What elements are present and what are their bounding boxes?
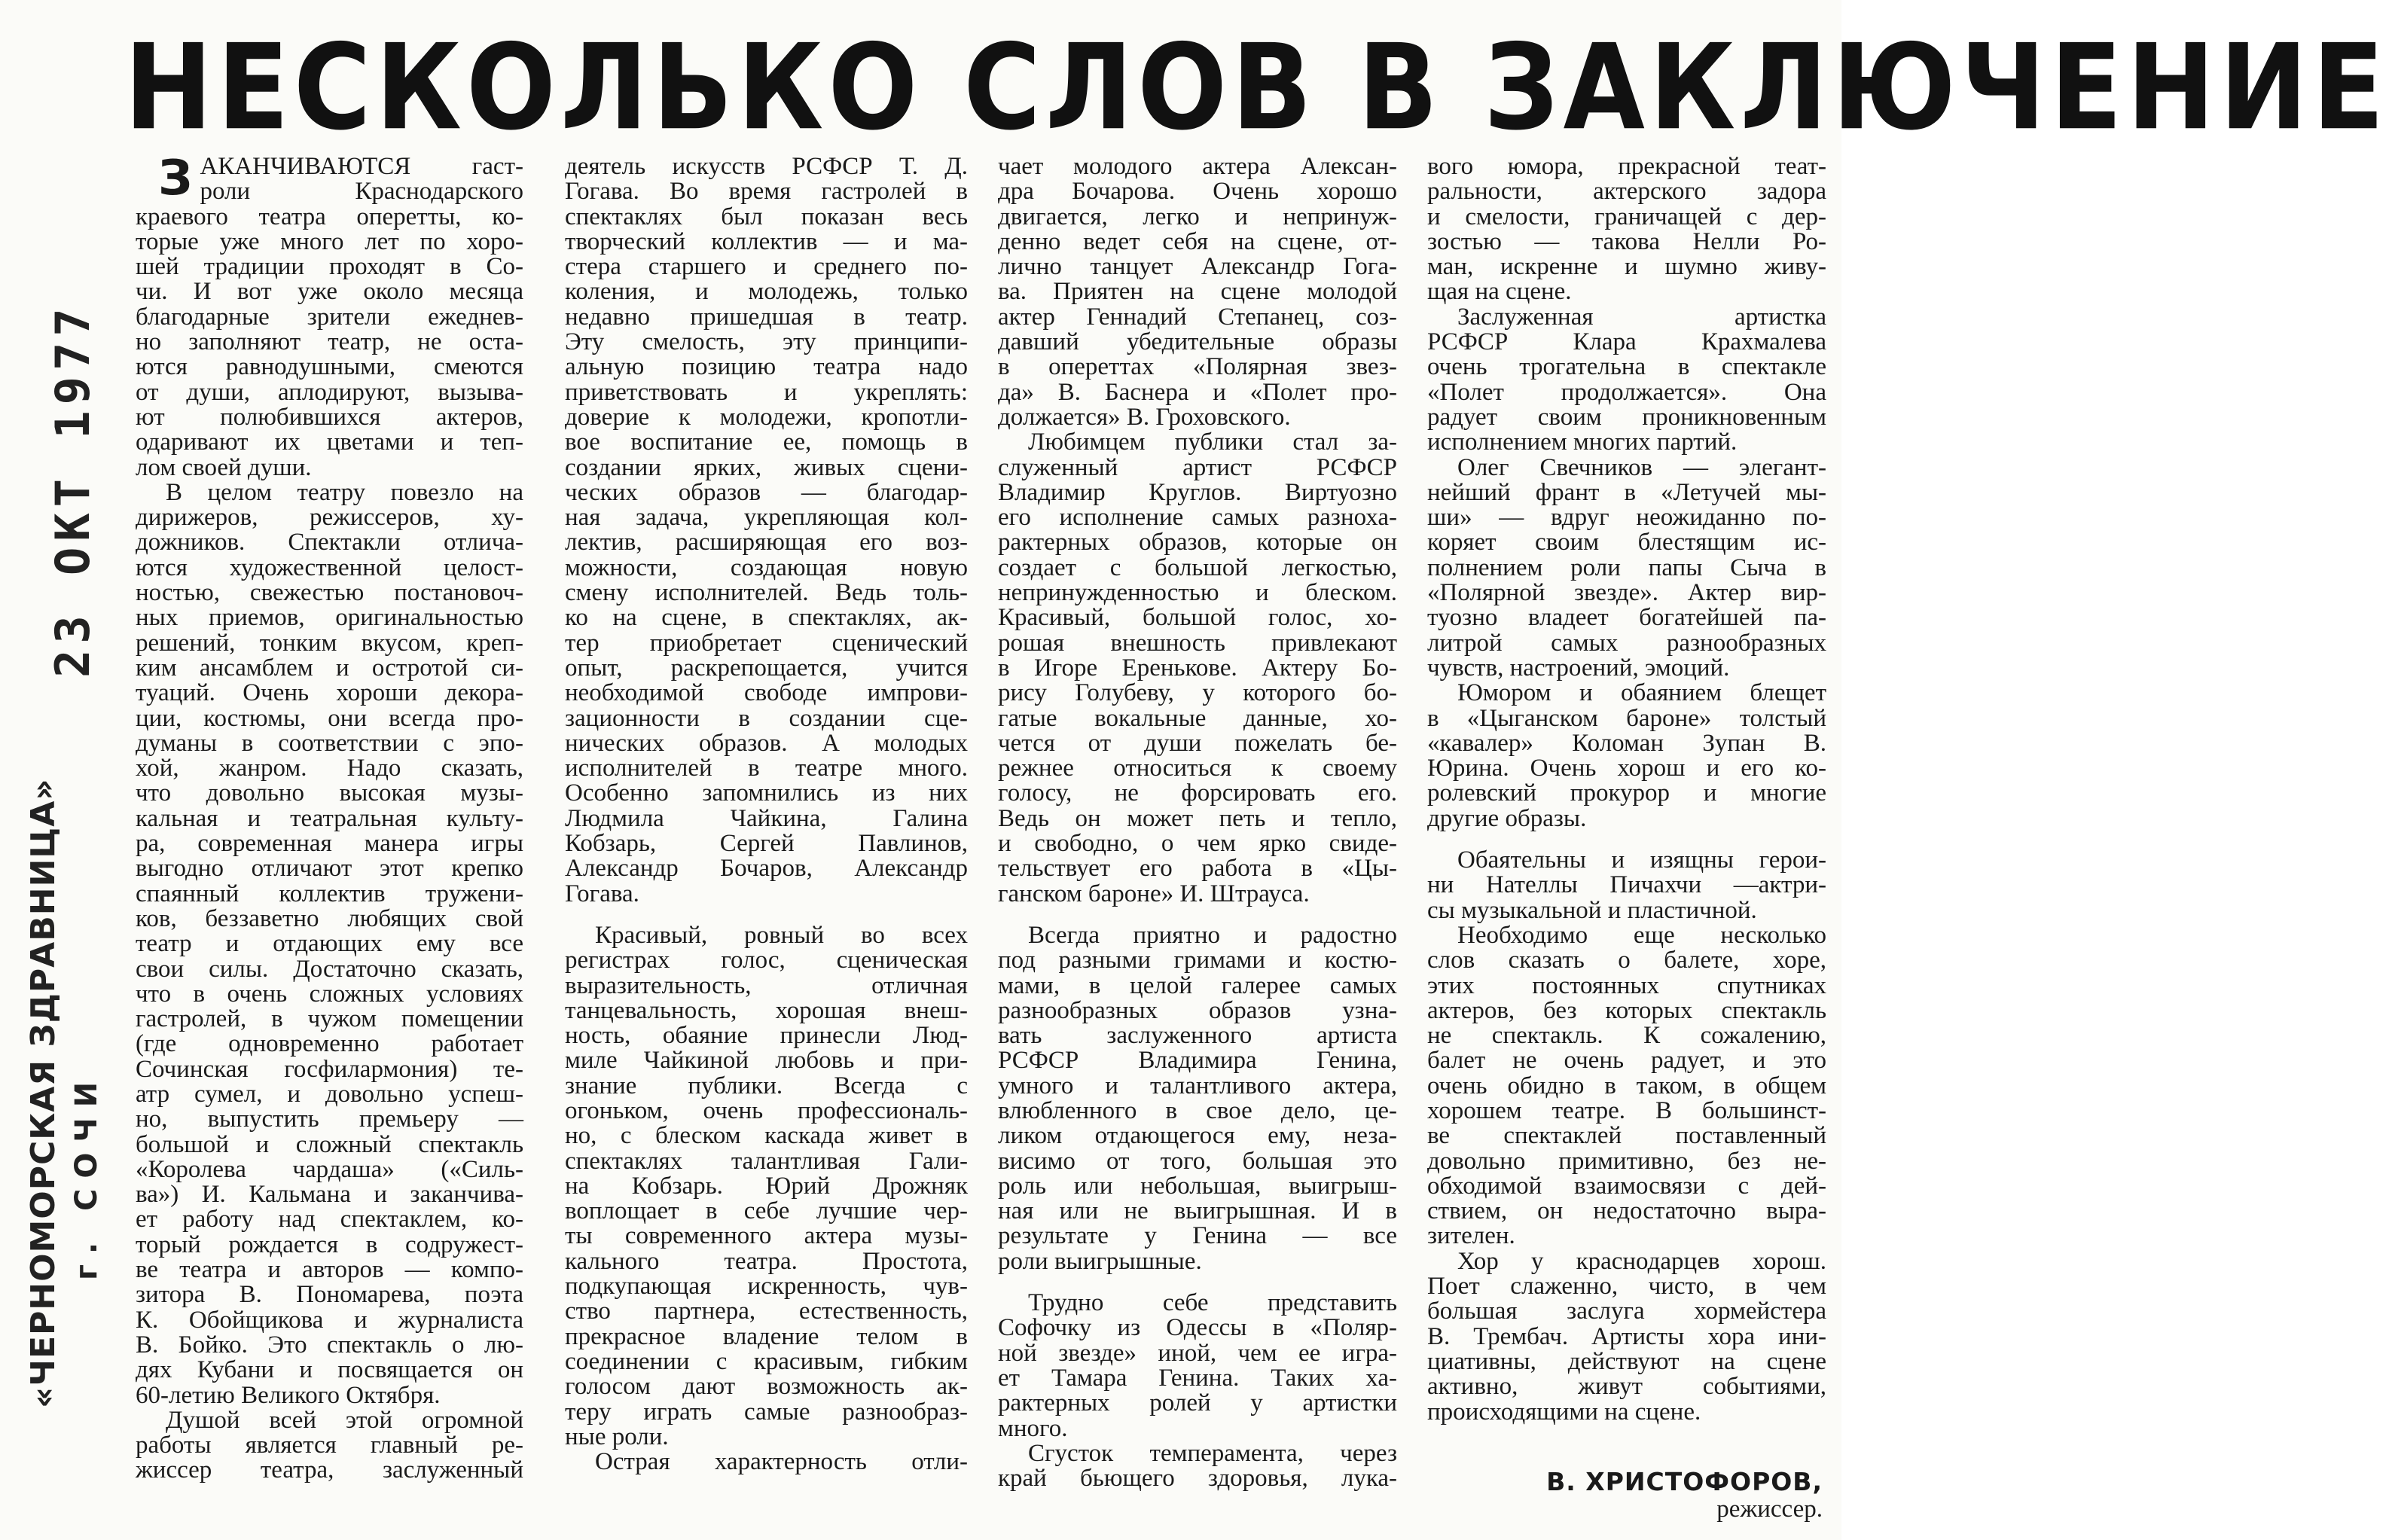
text-line: смену исполнителей. Ведь толь- — [565, 579, 968, 607]
text-line: ции, костюмы, они всегда про- — [136, 704, 523, 732]
text-line: исполнителей в театре много. — [565, 755, 968, 782]
text-line: что в очень сложных условиях — [136, 980, 523, 1008]
col3-text-b — [998, 923, 1397, 1274]
text-line: «кавалер» Коломан Зупан В. — [1427, 729, 1826, 757]
text-line: РСФСР Клара Крахмалева — [1427, 328, 1826, 356]
text-line: можности, создающая новую — [565, 553, 968, 581]
text-line: Ведь он может петь и тепло, — [998, 804, 1397, 832]
text-line: в опереттах «Полярная звез- — [998, 353, 1397, 381]
text-line: Людмила Чайкина, Галина — [565, 804, 968, 832]
text-line: нических образов. А молодых — [565, 729, 968, 757]
text-line: результате у Генина — все — [998, 1222, 1397, 1250]
text-line: шей традиции проходят в Со- — [136, 253, 523, 281]
text-line: доверие к молодежи, кропотли- — [565, 403, 968, 431]
text-line: подкупающая искренность, чув- — [565, 1273, 968, 1301]
text-line: зителен. — [1427, 1222, 1515, 1250]
text-line: свои силы. Достаточно сказать, — [136, 955, 523, 983]
text-line: 60-летию Великого Октября. — [136, 1381, 441, 1409]
text-line: выразительность, отличная — [565, 971, 968, 999]
text-line: хорошем театре. В большинст- — [1427, 1096, 1826, 1124]
text-line: нейший франт в «Летучей мы- — [1427, 478, 1826, 506]
text-line: роли Краснодарского — [200, 178, 523, 206]
text-line: творческий коллектив — и ма- — [565, 227, 968, 255]
text-line: Александр Бочаров, Александр — [565, 855, 968, 883]
text-line: необходимой свободе импрови- — [565, 679, 968, 707]
text-line: не спектакль. К сожалению, — [1427, 1022, 1826, 1050]
text-line: ральности, актерского задора — [1427, 178, 1826, 206]
text-line: ческих образов — благодар- — [565, 478, 968, 506]
text-line: театр и отдающих ему все — [136, 930, 523, 958]
text-line: В целом театру повезло на — [166, 478, 523, 506]
text-line: но, с блеском каскада живет в — [565, 1122, 968, 1150]
text-line: зитора В. Пономарева, поэта — [136, 1281, 523, 1309]
text-line: циативны, действуют на сцене — [1427, 1347, 1826, 1375]
text-line: регистрах голос, сценическая — [565, 947, 968, 974]
text-line: зационности в создании сце- — [565, 704, 968, 732]
text-line: лектив, расширяющая его воз- — [565, 529, 968, 557]
article-column-1 — [136, 151, 523, 1484]
text-line: выгодно отличают этот крепко — [136, 855, 523, 883]
text-line: туозно владеет богатейшей па- — [1427, 604, 1826, 632]
text-line: зостью — такова Нелли Ро- — [1427, 227, 1826, 255]
text-line: деятель искусств РСФСР Т. Д. — [565, 153, 968, 180]
text-line: этих постоянных спутниках — [1427, 971, 1826, 999]
text-line: ролевский прокурор и многие — [1427, 779, 1826, 807]
col4-text-b — [1427, 848, 1826, 1425]
text-line: опыт, раскрепощается, учится — [565, 654, 968, 682]
text-line: Эту смелость, эту принципи- — [565, 328, 968, 356]
text-line: альную позицию театра надо — [565, 353, 968, 381]
text-line: Сочинская госфилармония) те- — [136, 1055, 523, 1083]
text-line: от души, аплодируют, вызыва- — [136, 378, 523, 406]
text-line: лом своей души. — [136, 453, 312, 481]
text-line: Обаятельны и изящны герои- — [1457, 846, 1826, 874]
author-name: В. ХРИСТОФОРОВ, — [1546, 1467, 1823, 1496]
text-line: тельствует его работа в «Цы- — [998, 855, 1397, 883]
text-line: миле Чайкиной любовь и при- — [565, 1047, 968, 1075]
text-line: Гогава. — [565, 880, 639, 907]
text-line: ет Тамара Генина. Таких ха- — [998, 1364, 1397, 1392]
text-line: в Игоре Еренькове. Актеру Бо- — [998, 654, 1397, 682]
text-line: кальная и театральная культу- — [136, 804, 523, 832]
text-line: ве театра и авторов — компо- — [136, 1256, 523, 1284]
text-line: очень трогательна в спектакле — [1427, 353, 1826, 381]
text-line: активно, живут событиями, — [1427, 1373, 1826, 1401]
text-line: ков, беззаветно любящих свой — [136, 904, 523, 932]
text-line: вого юмора, прекрасной теат- — [1427, 153, 1826, 180]
text-line: обходимой взаимосвязи с дей- — [1427, 1172, 1826, 1200]
text-line: ве спектаклей поставленный — [1427, 1122, 1826, 1150]
text-line: ность, обаяние принесли Люд- — [565, 1022, 968, 1050]
text-line: спаянный коллектив тружени- — [136, 880, 523, 907]
text-line: рошая внешность привлекают — [998, 629, 1397, 657]
text-line: хой, жанром. Надо сказать, — [136, 755, 523, 782]
newspaper-city: г. СОЧИ — [69, 1071, 104, 1280]
text-line: спектаклях был показан весь — [565, 203, 968, 230]
text-line: Сгусток темперамента, через — [1028, 1439, 1397, 1467]
text-line: дирижеров, режиссеров, ху- — [136, 504, 523, 532]
text-line: ная задача, укрепляющая кол- — [565, 504, 968, 532]
text-line: Заслуженная артистка — [1457, 303, 1826, 331]
text-line: ко на сцене, в спектаклях, ак- — [565, 604, 968, 632]
text-line: непринужденностью и блеском. — [998, 579, 1397, 607]
text-line: ким ансамблем и остротой си- — [136, 654, 523, 682]
text-line: создает с большой легкостью, — [998, 553, 1397, 581]
text-line: дожников. Спектакли отлича- — [136, 529, 523, 557]
text-line: работы является главный ре- — [136, 1432, 523, 1459]
text-line: ты современного актера музы- — [565, 1222, 968, 1250]
text-line: кального театра. Простота, — [565, 1247, 968, 1275]
text-line: В. Бойко. Это спектакль о лю- — [136, 1331, 523, 1359]
text-line: но заполняют театр, не оста- — [136, 328, 523, 356]
col1-text — [136, 151, 523, 1484]
text-line: очень обидно в таком, в общем — [1427, 1072, 1826, 1099]
text-line: ствием, он недостаточно выра- — [1427, 1197, 1826, 1225]
text-line: слов сказать о балете, хоре, — [1427, 947, 1826, 974]
text-line: одаривают их цветами и теп- — [136, 428, 523, 456]
text-line: должается» В. Гроховского. — [998, 403, 1291, 431]
text-line: торые уже много лет по хоро- — [136, 227, 523, 255]
text-line: и свободно, о чем ярко свиде- — [998, 830, 1397, 858]
text-line: Особенно запомнились из них — [565, 779, 968, 807]
text-line: гатые вокальные данные, хо- — [998, 704, 1397, 732]
author-signature — [1546, 1468, 1823, 1523]
text-line: Юрина. Очень хорош и его ко- — [1427, 755, 1826, 782]
text-line: Необходимо еще несколько — [1457, 921, 1826, 949]
text-line: роли выигрышные. — [998, 1247, 1202, 1275]
col3-text-c — [998, 1291, 1397, 1491]
text-line: Олег Свечников — элегант- — [1457, 453, 1826, 481]
stamp-date: 23 ОКТ 1977 — [45, 302, 100, 678]
text-line: знание публики. Всегда с — [565, 1072, 968, 1099]
text-line: решений, тонким вкусом, креп- — [136, 629, 523, 657]
text-line: Трудно себе представить — [1028, 1289, 1397, 1317]
text-line: другие образы. — [1427, 804, 1587, 832]
text-line: ман, искренне и шумно живу- — [1427, 253, 1826, 281]
text-line: довольно примитивно, без не- — [1427, 1147, 1826, 1175]
text-line: АКАНЧИВАЮТСЯ гаст- — [200, 153, 523, 180]
text-line: теру играть самые разнообраз- — [565, 1398, 968, 1426]
text-line: прекрасное владение телом в — [565, 1322, 968, 1350]
text-line: вать заслуженного артиста — [998, 1022, 1397, 1050]
text-line: служенный артист РСФСР — [998, 453, 1397, 481]
text-line: Красивый, большой голос, хо- — [998, 604, 1397, 632]
text-line: краевого театра оперетты, ко- — [136, 203, 523, 230]
text-line: Владимир Круглов. Виртуозно — [998, 478, 1397, 506]
text-line: голосу, не форсировать его. — [998, 779, 1397, 807]
text-line: актеров, без которых спектакль — [1427, 996, 1826, 1024]
text-line: умного и талантливого актера, — [998, 1072, 1397, 1099]
text-line: происходящими на сцене. — [1427, 1398, 1701, 1426]
text-line: В. Трембач. Артисты хора ини- — [1427, 1322, 1826, 1350]
text-line: РСФСР Владимира Генина, — [998, 1047, 1397, 1075]
text-line: «Полет продолжается». Она — [1427, 378, 1826, 406]
text-line: коряет своим блестящим ис- — [1427, 529, 1826, 557]
text-line: туаций. Очень хороши декора- — [136, 679, 523, 707]
text-line: радует своим проникновенным — [1427, 403, 1826, 431]
text-line: сы музыкальной и пластичной. — [1427, 896, 1757, 924]
text-line: думаны в соответствии с эпо- — [136, 729, 523, 757]
text-line: разнообразных образов узна- — [998, 996, 1397, 1024]
text-line: голосом дают возможность ак- — [565, 1373, 968, 1401]
text-line: рису Голубеву, у которого бо- — [998, 679, 1397, 707]
text-line: чи. И вот уже около месяца — [136, 278, 523, 306]
col2-text-a — [565, 154, 968, 907]
text-line: (где одновременно работает — [136, 1030, 523, 1058]
text-line: атр сумел, и довольно успеш- — [136, 1080, 523, 1108]
text-line: воплощает в себе лучшие чер- — [565, 1197, 968, 1225]
text-line: вое воспитание ее, помощь в — [565, 428, 968, 456]
text-line: Хор у краснодарцев хорош. — [1457, 1247, 1826, 1275]
text-line: приветствовать и укреплять: — [565, 378, 968, 406]
text-line: стера старшего и среднего по- — [565, 253, 968, 281]
text-line: ет работу над спектаклем, ко- — [136, 1206, 523, 1234]
text-line: на Кобзарь. Юрий Дрожняк — [565, 1172, 968, 1200]
text-line: Поет слаженно, чисто, в чем — [1427, 1273, 1826, 1301]
text-line: ни Нателлы Пичахчи —актри- — [1427, 871, 1826, 899]
text-line: Душой всей этой огромной — [166, 1406, 523, 1434]
text-line: ная или не выигрышная. И в — [998, 1197, 1397, 1225]
text-line: ликом отдающегося ему, неза- — [998, 1122, 1397, 1150]
text-line: актер Геннадий Степанец, соз- — [998, 303, 1397, 331]
text-line: лично танцует Александр Гога- — [998, 253, 1397, 281]
text-line: давший убедительные образы — [998, 328, 1397, 356]
text-line: дра Бочарова. Очень хорошо — [998, 178, 1397, 206]
article-column-4 — [1427, 154, 1826, 1425]
text-line: режнее относиться к своему — [998, 755, 1397, 782]
text-line: ство партнера, естественность, — [565, 1298, 968, 1325]
text-line: рактерных ролей у артистки — [998, 1389, 1397, 1417]
text-line: Кобзарь, Сергей Павлинов, — [565, 830, 968, 858]
col4-text-a — [1427, 154, 1826, 831]
newspaper-name: «ЧЕРНОМОРСКАЯ ЗДРАВНИЦА» — [24, 778, 63, 1408]
text-line: и смелости, граничащей с дер- — [1427, 203, 1826, 230]
text-line: исполнением многих партий. — [1427, 428, 1738, 456]
text-line: благодарные зрители ежеднев- — [136, 303, 523, 331]
text-line: его исполнение самых разноха- — [998, 504, 1397, 532]
text-line: соединении с красивым, гибким — [565, 1347, 968, 1375]
text-line: роль или небольшая, выигрыш- — [998, 1172, 1397, 1200]
text-line: ные роли. — [565, 1423, 669, 1450]
text-line: огоньком, очень профессиональ- — [565, 1096, 968, 1124]
text-line: Красивый, ровный во всех — [595, 921, 968, 949]
text-line: но, выпустить премьеру — — [136, 1105, 523, 1133]
text-line: «Королева чардаша» («Силь- — [136, 1155, 523, 1183]
text-line: ются равнодушными, смеются — [136, 353, 523, 381]
text-line: рактерных образов, которые он — [998, 529, 1397, 557]
text-line: ются художественной целост- — [136, 553, 523, 581]
text-line: ва. Приятен на сцене молодой — [998, 278, 1397, 306]
text-line: Софочку из Одессы в «Поляр- — [998, 1314, 1397, 1342]
text-line: чется от души пожелать бе- — [998, 729, 1397, 757]
author-role: режиссер. — [1716, 1496, 1823, 1523]
text-line: дях Кубани и посвящается он — [136, 1356, 523, 1384]
text-line: литрой самых разнообразных — [1427, 629, 1826, 657]
col3-text-a — [998, 154, 1397, 907]
text-line: К. Обойщикова и журналиста — [136, 1306, 523, 1334]
text-line: жиссер театра, заслуженный — [136, 1456, 523, 1484]
text-line: танцевальность, хорошая внеш- — [565, 996, 968, 1024]
text-line: ра, современная манера игры — [136, 830, 523, 858]
text-line: ностью, свежестью постановоч- — [136, 579, 523, 607]
text-line: чувств, настроений, эмоций. — [1427, 654, 1730, 682]
text-line: висимо от того, большая это — [998, 1147, 1397, 1175]
col2-text-b — [565, 923, 968, 1475]
text-line: в «Цыганском бароне» толстый — [1427, 704, 1826, 732]
text-line: спектаклях талантливая Гали- — [565, 1147, 968, 1175]
text-line: большая заслуга хормейстера — [1427, 1298, 1826, 1325]
text-line: торый рождается в содружест- — [136, 1230, 523, 1258]
text-line: полнением роли папы Сыча в — [1427, 553, 1826, 581]
text-line: да» В. Баснера и «Полет про- — [998, 378, 1397, 406]
text-line: Гогава. Во время гастролей в — [565, 178, 968, 206]
text-line: под разными гримами и костю- — [998, 947, 1397, 974]
text-line: ных приемов, оригинальностью — [136, 604, 523, 632]
text-line: мами, в целой галерее самых — [998, 971, 1397, 999]
text-line: «Полярной звезде». Актер вир- — [1427, 579, 1826, 607]
text-line: ной звезде» иной, чем ее игра- — [998, 1339, 1397, 1367]
text-line: Всегда приятно и радостно — [1028, 921, 1397, 949]
text-line: Острая характерность отли- — [595, 1448, 968, 1476]
text-line: ши» — вдруг неожиданно по- — [1427, 504, 1826, 532]
headline: НЕСКОЛЬКО СЛОВ В ЗАКЛЮЧЕНИЕ — [124, 19, 2389, 157]
text-line: влюбленного в свое дело, це- — [998, 1096, 1397, 1124]
text-line: большой и сложный спектакль — [136, 1130, 523, 1158]
text-line: двигается, легко и непринуж- — [998, 203, 1397, 230]
text-line: недавно пришедшая в театр. — [565, 303, 968, 331]
text-line: много. — [998, 1414, 1068, 1442]
text-line: гастролей, в чужом помещении — [136, 1005, 523, 1033]
text-line: денно ведет себя на сцене, от- — [998, 227, 1397, 255]
text-line: ва») И. Кальмана и заканчива- — [136, 1181, 523, 1209]
text-line: балет не очень радует, и это — [1427, 1047, 1826, 1075]
text-line: Юмором и обаянием блещет — [1457, 679, 1826, 707]
drop-cap: З — [158, 151, 193, 206]
text-line: чает молодого актера Алексан- — [998, 153, 1397, 180]
text-line: край бьющего здоровья, лука- — [998, 1465, 1397, 1493]
text-line: Любимцем публики стал за- — [1028, 428, 1397, 456]
text-line: что довольно высокая музы- — [136, 779, 523, 807]
text-line: создании ярких, живых сцени- — [565, 453, 968, 481]
article-column-2 — [565, 154, 968, 1474]
text-line: ганском бароне» И. Штрауса. — [998, 880, 1310, 907]
text-line: тер приобретает сценический — [565, 629, 968, 657]
text-line: щая на сцене. — [1427, 278, 1572, 306]
text-line: коления, и молодежь, только — [565, 278, 968, 306]
clipping-stamp — [0, 136, 113, 1529]
article-column-3 — [998, 154, 1397, 1491]
text-line: ют полюбившихся актеров, — [136, 403, 523, 431]
